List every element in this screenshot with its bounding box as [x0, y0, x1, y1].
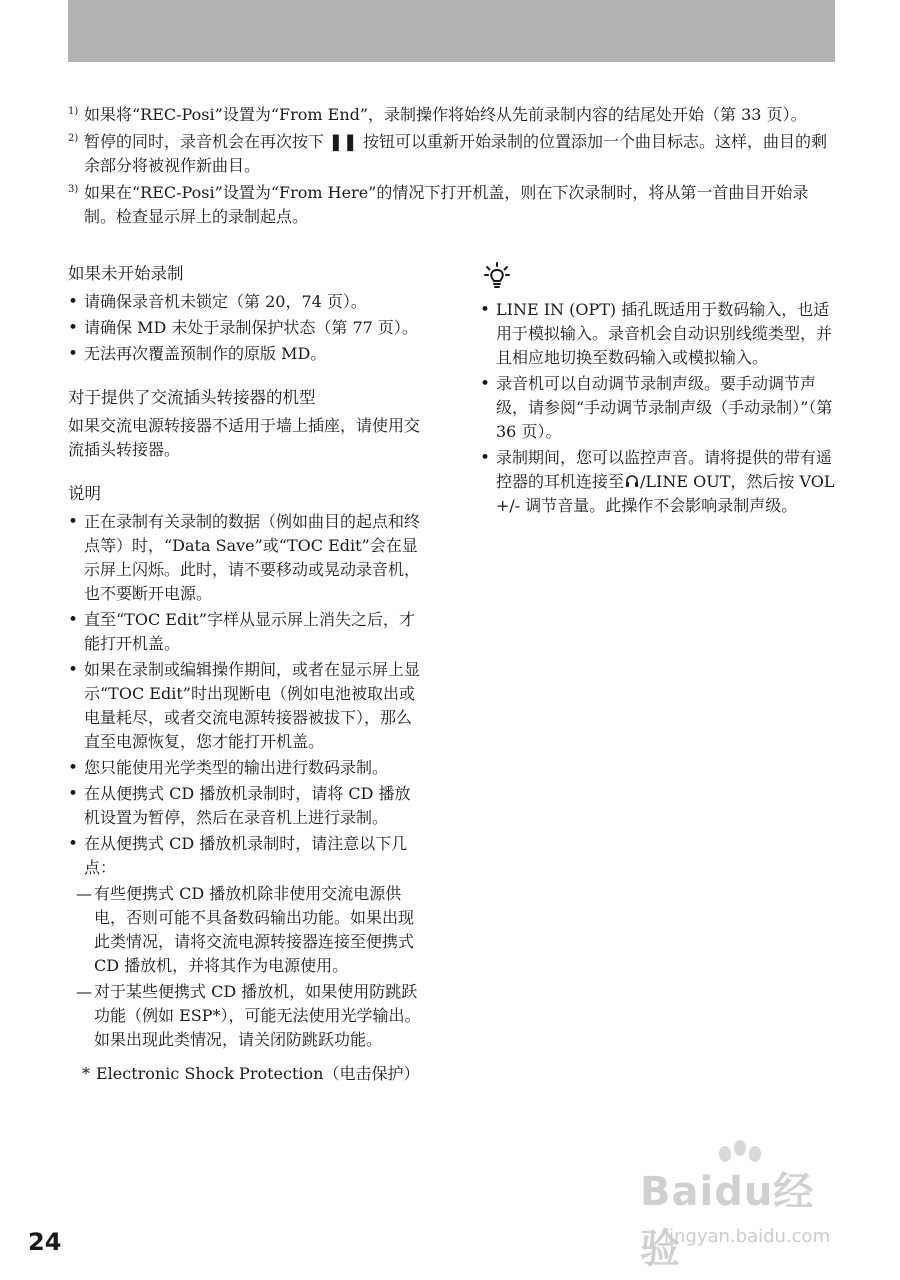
right-column [480, 262, 838, 520]
sub-list-item: — 有些便携式 CD 播放机除非使用交流电源供电，否则可能不具备数码输出功能。如果出现此类情况，请将交流电源转接器连接至便携式 CD 播放机，并将其作为电源使用。 [68, 882, 426, 978]
headphone-icon [625, 474, 639, 488]
left-column [68, 262, 426, 1106]
tip-item [480, 446, 838, 518]
list-item: • 请确保录音机未锁定（第 20，74 页）。 [68, 290, 426, 314]
footnote-mark: 3) [68, 184, 79, 195]
tips-list [480, 298, 838, 518]
section-title: 说明 [68, 484, 101, 503]
footnote-mark: 1) [68, 106, 79, 117]
tip-item: • LINE IN (OPT) 插孔既适用于数码输入，也适用于模拟输入。录音机会自动识别线缆类型，并且相应地切换至数码输入或模拟输入。 [480, 298, 838, 370]
watermark-brand: Baidu经验 [640, 1169, 815, 1272]
footnote-text: 按钮可以重新开始录制的位置添加一个曲目标志。这样，曲目的剩余部分将被视作新曲目。 [84, 132, 828, 175]
pause-button-icon: ❚❚ [329, 132, 358, 151]
section-title: 对于提供了交流插头转接器的机型 [68, 388, 316, 407]
dash-list [68, 882, 426, 1052]
footnote-3 [68, 181, 838, 229]
list-item: • 您只能使用光学类型的输出进行数码录制。 [68, 756, 426, 780]
watermark [640, 1140, 850, 1270]
list-item: • 无法再次覆盖预制作的原版 MD。 [68, 342, 426, 366]
footnote-text: 如果将“REC-Posi”设置为“From End”，录制操作将始终从先前录制内容的结尾处开始（第 33 页）。 [84, 105, 807, 124]
footnote-2 [68, 130, 838, 178]
watermark-url: jingyan.baidu.com [664, 1226, 831, 1247]
section-notes [68, 482, 426, 1086]
section-not-started [68, 262, 426, 366]
footnote-text: 如果在“REC-Posi”设置为“From Here”的情况下打开机盖，则在下次录制时，将从第一首曲目开始录制。检查显示屏上的录制起点。 [84, 183, 809, 226]
tip-text: 录制期间，您可以监控声音。请将提供的带有遥控器的耳机连接至 [496, 448, 833, 491]
page-number: 24 [28, 1228, 62, 1256]
bullet-list [68, 290, 426, 366]
list-item: • 如果在录制或编辑操作期间，或者在显示屏上显示“TOC Edit”时出现断电（例如电池被取出或电量耗尽，或者交流电源转接器被拔下），那么直至电源恢复，您才能打开机盖。 [68, 658, 426, 754]
asterisk-note [68, 1062, 426, 1086]
list-item: • 在从便携式 CD 播放机录制时，请将 CD 播放机设置为暂停，然后在录音机上进行录制。 [68, 782, 426, 830]
bullet-list [68, 510, 426, 880]
section-ac-adaptor [68, 386, 426, 462]
section-title: 如果未开始录制 [68, 264, 184, 283]
footnotes [68, 103, 838, 232]
tip-text: /LINE OUT，然后按 VOL +/- 调节音量。此操作不会影响录制声级。 [496, 472, 835, 515]
sub-list-item: — 对于某些便携式 CD 播放机，如果使用防跳跃功能（例如 ESP*），可能无法使用光学输出。如果出现此类情况，请关闭防跳跃功能。 [68, 980, 426, 1052]
footnote-mark: 2) [68, 133, 79, 144]
lightbulb-icon [484, 262, 510, 290]
list-item: • 在从便携式 CD 播放机录制时，请注意以下几点： [68, 832, 426, 880]
header-bar [68, 0, 835, 62]
list-item: • 正在录制有关录制的数据（例如曲目的起点和终点等）时，“Data Save”或“TOC Edit”会在显示屏上闪烁。此时，请不要移动或晃动录音机，也不要断开电源。 [68, 510, 426, 606]
list-item: • 请确保 MD 未处于录制保护状态（第 77 页）。 [68, 316, 426, 340]
footnote-text: 暂停的同时，录音机会在再次按下 [84, 132, 325, 151]
asterisk-mark: * [82, 1064, 90, 1083]
asterisk-text: Electronic Shock Protection（电击保护） [96, 1064, 420, 1083]
section-text: 如果交流电源转接器不适用于墙上插座，请使用交流插头转接器。 [68, 416, 421, 459]
list-item: • 直至“TOC Edit”字样从显示屏上消失之后，才能打开机盖。 [68, 608, 426, 656]
tip-item: • 录音机可以自动调节录制声级。要手动调节声级，请参阅“手动调节录制声级（手动录制）”（第 36 页）。 [480, 372, 838, 444]
footnote-1 [68, 103, 838, 127]
